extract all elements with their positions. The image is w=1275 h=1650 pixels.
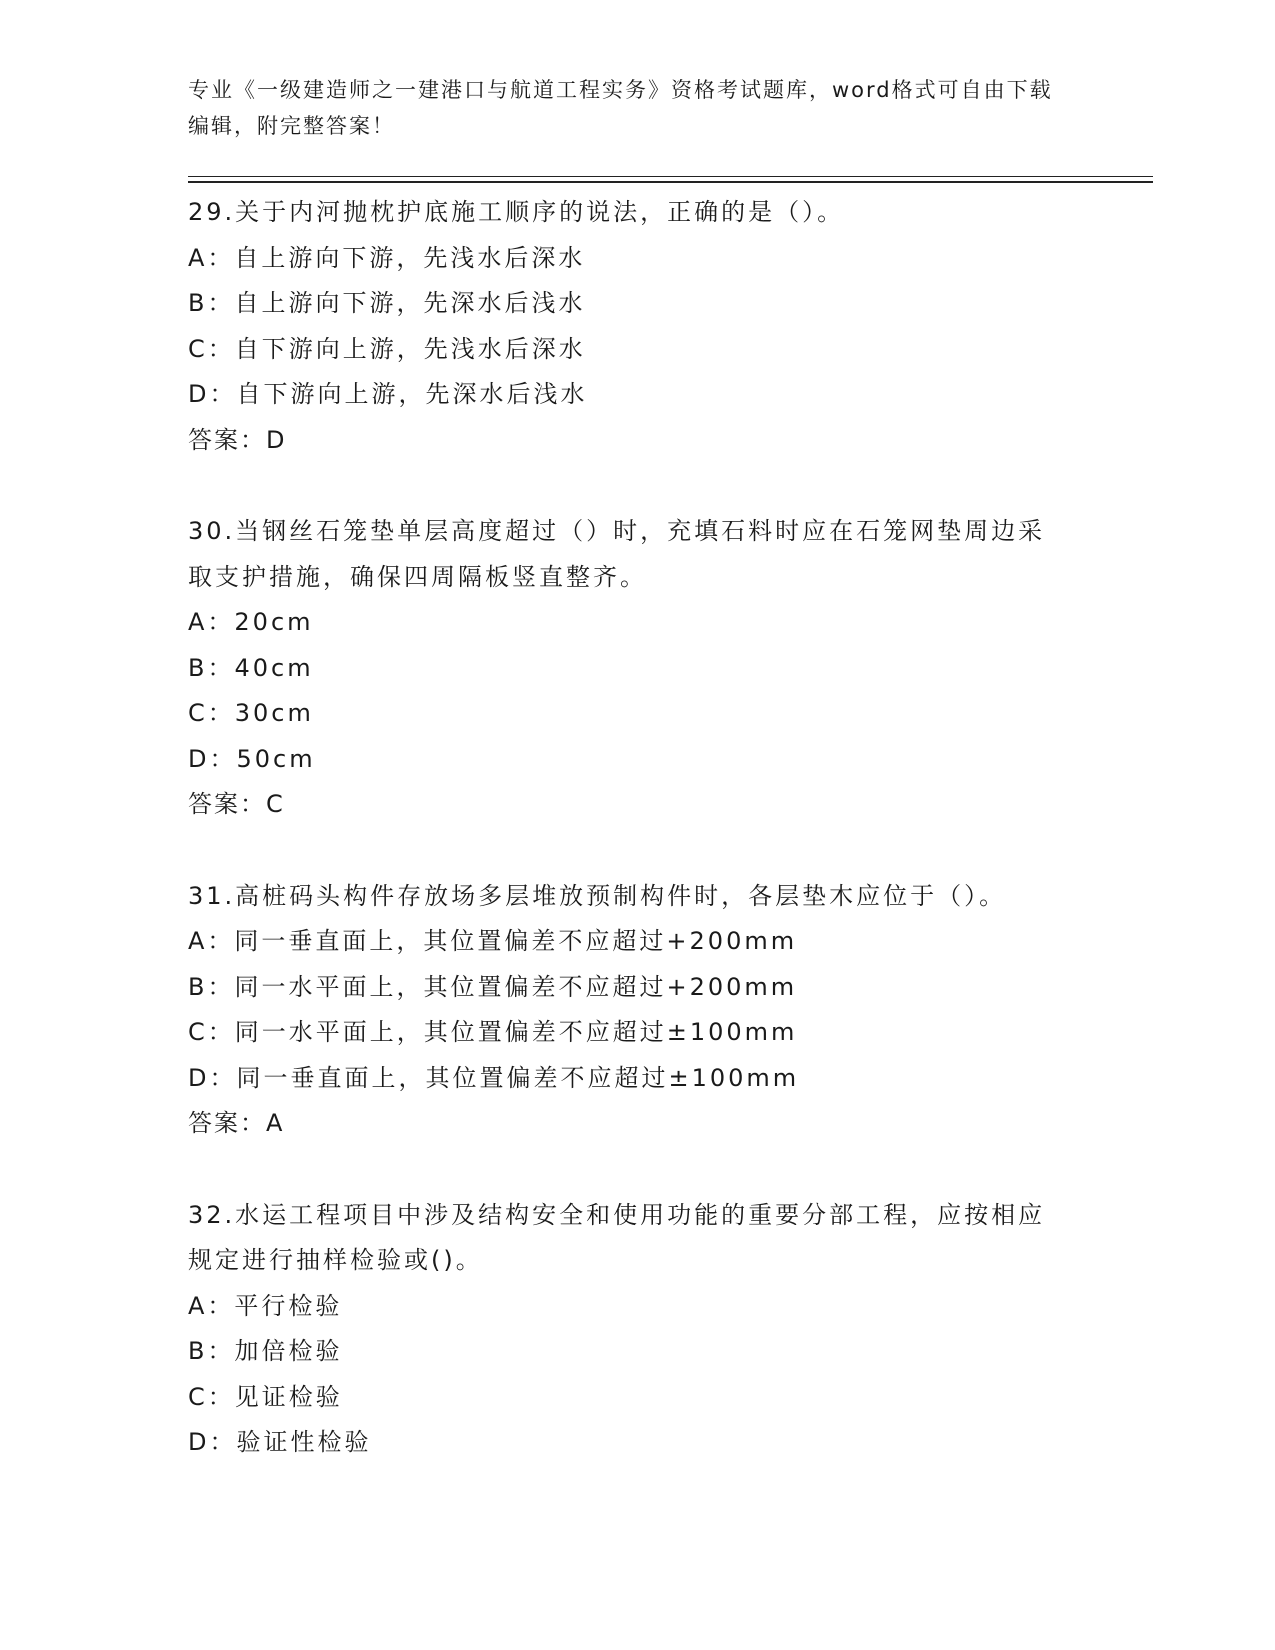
option-b: B：同一水平面上，其位置偏差不应超过+200mm [188, 972, 798, 1001]
option-c: C：同一水平面上，其位置偏差不应超过±100mm [188, 1018, 798, 1046]
option-b: B：加倍检验 [188, 1337, 343, 1365]
question-stem: 29.关于内河抛枕护底施工顺序的说法，正确的是（）。 [188, 198, 845, 226]
option-d: D：验证性检验 [188, 1428, 372, 1456]
option-c: C：见证检验 [188, 1382, 343, 1411]
answer-line: 答案：C [188, 790, 285, 818]
option-a: A：平行检验 [188, 1291, 343, 1320]
option-d: D：50cm [188, 744, 316, 773]
header-divider-thin [188, 176, 1153, 177]
question-32 [188, 1193, 1068, 1466]
document-header: 专业《一级建造师之一建港口与航道工程实务》资格考试题库，word格式可自由下载编辑，附完整答案！ [188, 78, 1053, 138]
question-stem: 32.水运工程项目中涉及结构安全和使用功能的重要分部工程，应按相应规定进行抽样检验或()。 [188, 1200, 1046, 1274]
option-d: D：同一垂直面上，其位置偏差不应超过±100mm [188, 1063, 800, 1092]
option-b: B：自上游向下游，先深水后浅水 [188, 289, 586, 317]
question-list [188, 190, 1068, 1466]
question-30 [188, 509, 1068, 828]
option-a: A：自上游向下游，先浅水后深水 [188, 243, 586, 272]
question-stem: 30.当钢丝石笼垫单层高度超过（）时，充填石料时应在石笼网垫周边采取支护措施，确保四周隔板竖直整齐。 [188, 517, 1046, 591]
option-d: D：自下游向上游，先深水后浅水 [188, 380, 588, 408]
option-c: C：30cm [188, 699, 314, 727]
question-stem: 31.高桩码头构件存放场多层堆放预制构件时，各层垫木应位于（）。 [188, 881, 1007, 910]
answer-line: 答案：A [188, 1109, 285, 1137]
header-divider-thick [188, 181, 1153, 183]
question-31 [188, 874, 1068, 1147]
option-b: B：40cm [188, 653, 314, 682]
option-a: A：同一垂直面上，其位置偏差不应超过+200mm [188, 927, 798, 955]
question-29 [188, 190, 1068, 463]
answer-line: 答案：D [188, 425, 287, 454]
option-a: A：20cm [188, 608, 314, 636]
option-c: C：自下游向上游，先浅水后深水 [188, 334, 586, 363]
